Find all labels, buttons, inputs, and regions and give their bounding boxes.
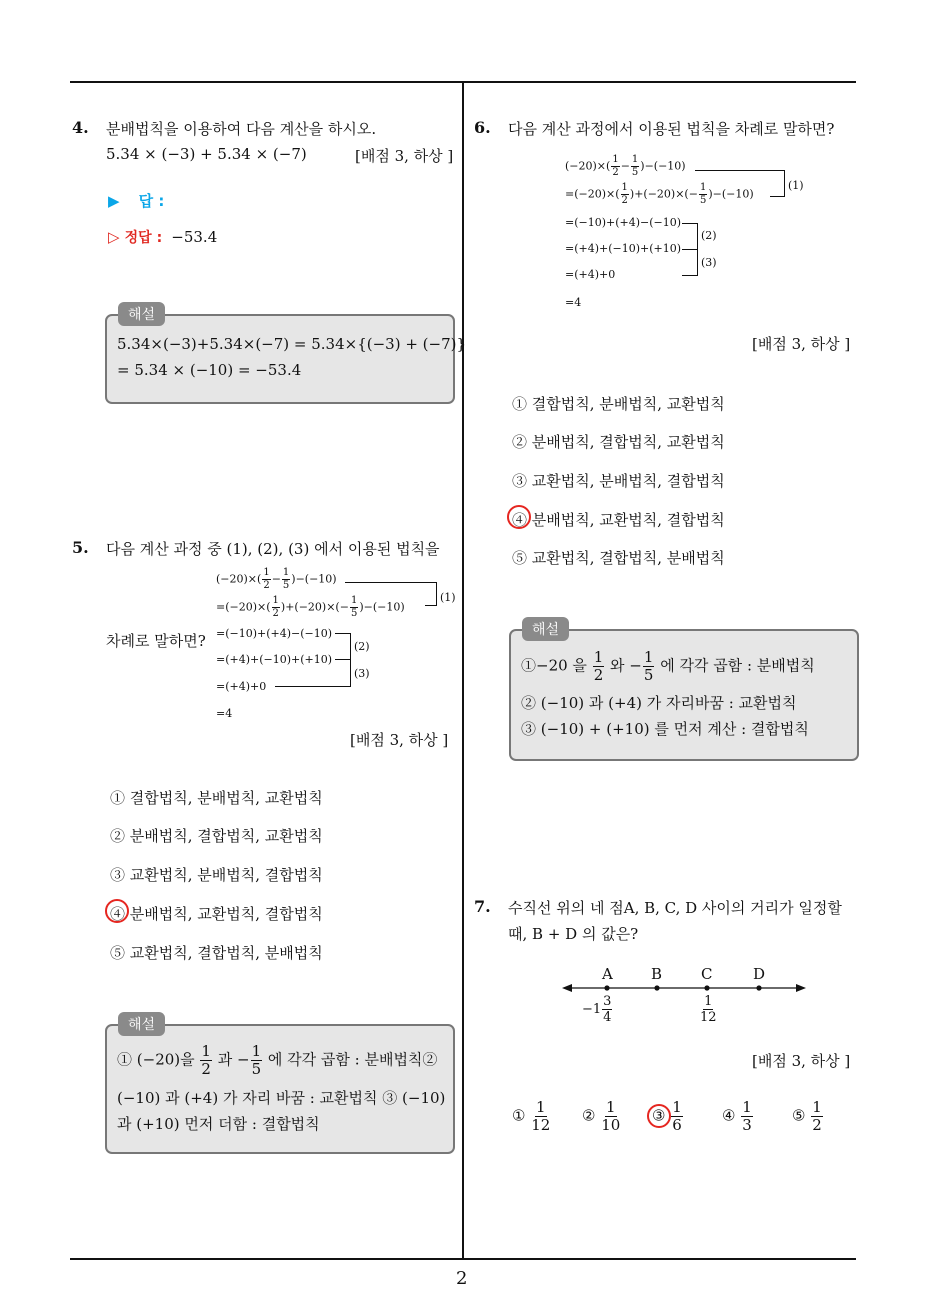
q5-bracket <box>345 582 437 583</box>
column-divider <box>462 83 464 1260</box>
q5-choice[interactable]: ④ 분배법칙, 교환법칙, 결합법칙 <box>110 905 323 923</box>
q6-explanation-line1: ①−20 을 $\frac{1}{2}$ 와 − $\frac{1}{5}$ 에 각각 곱함 : 분배법칙 <box>521 648 815 684</box>
q6-bracket <box>695 170 785 171</box>
q6-bracket <box>682 249 698 250</box>
q6-number: 6. <box>474 118 491 137</box>
q7-choice[interactable]: ① $\frac{1}{12}$ <box>512 1098 551 1134</box>
q5-explanation-line1: ① (−20)을 $\frac{1}{2}$ 과 − $\frac{1}{5}$ 에 각각 곱함 : 분배법칙② <box>117 1042 438 1078</box>
q7-text: 수직선 위의 네 점A, B, C, D 사이의 거리가 일정할 <box>508 899 842 917</box>
q5-explanation-line2: (−10) 과 (+4) 가 자리 바꿈 : 교환법칙 ③ (−10) <box>117 1089 446 1107</box>
q5-step1: (−20)×( $\frac{1}{2}$ − $\frac{1}{5}$ )−(−10) <box>216 567 337 591</box>
q5-text: 다음 계산 과정 중 (1), (2), (3) 에서 이용된 법칙을 <box>106 540 440 558</box>
q6-bracket <box>682 223 698 224</box>
q6-label-1: (1) <box>788 179 804 192</box>
q6-bracket <box>770 196 785 197</box>
q6-explanation-line2: ② (−10) 과 (+4) 가 자리바꿈 : 교환법칙 <box>521 694 797 712</box>
tick-label-c: $\frac{1}{12}$ <box>700 994 717 1025</box>
tick-label-a: −1 $\frac{3}{4}$ <box>582 994 612 1025</box>
q5-choice[interactable]: ⑤ 교환법칙, 결합법칙, 분배법칙 <box>110 944 323 962</box>
q5-selected-circle <box>105 899 129 923</box>
q4-explanation-box <box>105 314 455 404</box>
q4-expression: 5.34 × (−3) + 5.34 × (−7) <box>106 145 307 163</box>
q6-selected-circle <box>507 505 531 529</box>
point-label-d: D <box>753 965 766 983</box>
q5-step5: =(+4)+0 <box>216 680 267 693</box>
q4-text: 분배법칙을 이용하여 다음 계산을 하시오. <box>106 120 377 138</box>
q6-step5: =(+4)+0 <box>565 268 616 281</box>
q5-text-cont: 차례로 말하면? <box>106 632 206 650</box>
q6-choice[interactable]: ④ 분배법칙, 교환법칙, 결합법칙 <box>512 511 725 529</box>
page-number: 2 <box>456 1268 468 1289</box>
q5-explanation-line3: 과 (+10) 먼저 더함 : 결합법칙 <box>117 1115 320 1133</box>
q6-step3: =(−10)+(+4)−(−10) <box>565 216 682 229</box>
q6-choice[interactable]: ① 결합법칙, 분배법칙, 교환법칙 <box>512 395 725 413</box>
q5-score: [배점 3, 하상 ] <box>350 731 449 749</box>
q5-choice[interactable]: ③ 교환법칙, 분배법칙, 결합법칙 <box>110 866 323 884</box>
q5-choice[interactable]: ② 분배법칙, 결합법칙, 교환법칙 <box>110 827 323 845</box>
q7-choice[interactable]: ③ $\frac{1}{6}$ <box>652 1098 682 1134</box>
q5-explanation-tag: 해설 <box>118 1012 165 1036</box>
q7-number: 7. <box>474 897 491 916</box>
q6-score: [배점 3, 하상 ] <box>752 335 851 353</box>
bottom-rule <box>70 1258 856 1260</box>
q7-selected-circle <box>647 1104 671 1128</box>
q6-explanation-tag: 해설 <box>522 617 569 641</box>
q4-score: [배점 3, 하상 ] <box>355 147 454 165</box>
q5-label-3: (3) <box>354 667 370 680</box>
q5-bracket <box>436 582 437 606</box>
q5-label-2: (2) <box>354 640 370 653</box>
q6-bracket <box>682 275 698 276</box>
q5-label-1: (1) <box>440 591 456 604</box>
q5-step6: =4 <box>216 707 233 720</box>
q4-explanation-line2: = 5.34 × (−10) = −53.4 <box>117 361 302 379</box>
q4-answer-label: 답 : <box>138 192 165 210</box>
q7-choice[interactable]: ⑤ $\frac{1}{2}$ <box>792 1098 822 1134</box>
point-label-b: B <box>651 965 663 983</box>
triangle-outline-icon: ▷ <box>108 228 120 246</box>
q7-choice[interactable]: ④ $\frac{1}{3}$ <box>722 1098 752 1134</box>
q5-step2: =(−20)×( $\frac{1}{2}$ )+(−20)×(− $\frac{1}{5}$ )−(−10) <box>216 595 405 619</box>
q4-answer-row <box>108 190 164 211</box>
point-label-c: C <box>701 965 713 983</box>
q6-step1: (−20)×( $\frac{1}{2}$ − $\frac{1}{5}$ )−(−10) <box>565 154 686 178</box>
q6-step4: =(+4)+(−10)+(+10) <box>565 242 682 255</box>
q7-choice[interactable]: ② $\frac{1}{10}$ <box>582 1098 621 1134</box>
q6-label-3: (3) <box>701 256 717 269</box>
q5-bracket <box>335 633 351 634</box>
q5-step4: =(+4)+(−10)+(+10) <box>216 653 333 666</box>
q4-number: 4. <box>72 118 89 137</box>
play-icon: ▶ <box>108 192 120 210</box>
q5-bracket <box>335 659 351 660</box>
q6-choice[interactable]: ③ 교환법칙, 분배법칙, 결합법칙 <box>512 472 725 490</box>
q5-bracket <box>275 686 351 687</box>
q5-step3: =(−10)+(+4)−(−10) <box>216 627 333 640</box>
q4-explanation-tag: 해설 <box>118 302 165 326</box>
q6-label-2: (2) <box>701 229 717 242</box>
q7-score: [배점 3, 하상 ] <box>752 1052 851 1070</box>
q4-correct-value: −53.4 <box>171 228 218 246</box>
q5-choice[interactable]: ① 결합법칙, 분배법칙, 교환법칙 <box>110 789 323 807</box>
q6-text: 다음 계산 과정에서 이용된 법칙을 차례로 말하면? <box>508 120 835 138</box>
point-label-a: A <box>602 965 613 983</box>
q6-step2: =(−20)×( $\frac{1}{2}$ )+(−20)×(− $\frac{1}{5}$ )−(−10) <box>565 182 754 206</box>
q6-choice[interactable]: ② 분배법칙, 결합법칙, 교환법칙 <box>512 433 725 451</box>
q4-correct-row <box>108 227 217 247</box>
q6-bracket <box>784 170 785 197</box>
q5-bracket <box>425 605 437 606</box>
q6-choice[interactable]: ⑤ 교환법칙, 결합법칙, 분배법칙 <box>512 549 725 567</box>
q4-explanation-line1: 5.34×(−3)+5.34×(−7) = 5.34×{(−3) + (−7)} <box>117 335 467 353</box>
q6-explanation-line3: ③ (−10) + (+10) 를 먼저 계산 : 결합법칙 <box>521 720 809 738</box>
q7-text-cont: 때, B + D 의 값은? <box>508 925 639 943</box>
q4-correct-label: 정답 : <box>124 230 163 246</box>
q6-step6: =4 <box>565 296 582 309</box>
q5-number: 5. <box>72 538 89 557</box>
